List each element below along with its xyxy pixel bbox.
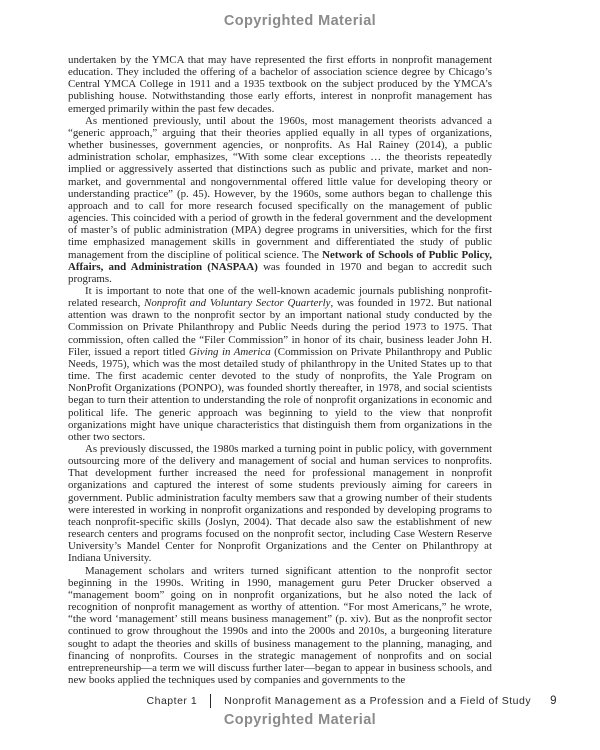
text-segment: was founded in 1970 and began to accredit such programs.: [68, 260, 492, 285]
text-segment: Giving in America: [188, 345, 271, 358]
chapter-title: Nonprofit Management as a Profession and a Field of Study: [224, 695, 532, 707]
paragraph: [68, 115, 492, 285]
text-segment: As mentioned previously, until about the 1960s, most management theorists advanced a “generic approach,” arguing that their theories applied equally in all types of organizations, whether businesses, government agencies, or nonprofits. As Hal Rainey (2014), a public administration scholar, emphasizes, “With some clear exceptions … the theorists repeatedly implied or aggressively asserted that distinctions such as public and private, market and non-market, and governmental and nongovernmental offered little value for developing theory or understanding practice” (p. 45). However, by the 1960s, some authors began to challenge this approach and to call for more research focused specifically on the management of public agencies. This coincided with a period of growth in the federal government and the development of master’s of public administration (MPA) degree programs in universities, which for the first time emphasized management skills in government and differentiated the study of public management from the discipline of political science. The: [68, 114, 492, 261]
top-watermark: Copyrighted Material: [223, 13, 377, 29]
text-segment: undertaken by the YMCA that may have represented the first efforts in nonprofit management education. They included the offering of a bachelor of association science degree by Chicago’s Central YMCA College in 1911 and a 1935 textbook on the subject produced by the YMCA’s publishing house. Notwithstanding those early efforts, interest in nonprofit management has emerged primarily within the past few decades.: [68, 54, 492, 115]
text-segment: It is important to note that one of the well-known academic journals publishing nonprofit-related research,: [68, 284, 492, 310]
text-segment: , was founded in 1972. But national attention was drawn to the nonprofit sector by an important national study conducted by the Commission on Private Philanthropy and Public Needs during the period 1973 to 1975. That commission, often called the “Filer Commission” in honor of its chair, business leader John H. Filer, issued a report titled: [68, 297, 492, 358]
bottom-watermark: Copyrighted Material: [223, 712, 377, 728]
paragraph: [68, 54, 492, 115]
chapter-label: Chapter 1: [146, 695, 198, 707]
paragraph: [68, 443, 492, 565]
text-segment: Nonprofit and Voluntary Sector Quarterly: [144, 297, 331, 310]
paragraph: [68, 565, 492, 687]
text-segment: (Commission on Private Philanthropy and Public Needs, 1975), which was the most detailed study of philanthropy in the United States up to that time. The first academic center devoted to the study of nonprofits, the Yale Program on NonProfit Organizations (PONPO), was founded shortly thereafter, in 1978, and social scientists began to turn their attention to understanding the role of nonprofit organizations in economic and political life. The generic approach was beginning to yield to the view that nonprofit organizations might have unique characteristics that distinguish them from organizations in the other two sectors.: [68, 345, 492, 443]
text-segment: Management scholars and writers turned significant attention to the nonprofit sector beginning in the 1990s. Writing in 1990, management guru Peter Drucker observed a “management boom” going on in nonprofit organizations, but he also noted the lack of recognition of nonprofit management as worthy of attention. “For most Americans,” he wrote, “the word ‘management’ still means business management” (p. xiv). But as the nonprofit sector continued to grow throughout the 1990s and into the 2000s and 2010s, a burgeoning literature sought to adapt the theories and skills of business management to the planning, managing, and financing of nonprofits. Courses in the strategic management of nonprofits and on social entrepreneurship—a term we will discuss further later—began to appear in business schools, and new books applied the techniques used by companies and governments to the: [68, 564, 492, 686]
text-segment: Network of Schools of Public Policy, Affairs, and Administration (NASPAA): [68, 248, 492, 273]
paragraph: [68, 285, 492, 443]
page-footer: [147, 694, 557, 708]
text-segment: As previously discussed, the 1980s marked a turning point in public policy, with government outsourcing more of the delivery and management of social and human services to nonprofits. That development further increased the need for professional management in nonprofit organizations and captured the interest of some students previously aiming for careers in government. Public administration faculty members saw that a growing number of their students were interested in working in nonprofit organizations and responded by developing programs to teach nonprofit-specific skills (Joslyn, 2004). That decade also saw the establishment of new research centers and programs focused on the nonprofit sector, including Case Western Reserve University’s Mandel Center for Nonprofit Organizations and the Center on Philanthropy at Indiana University.: [68, 443, 492, 565]
body-text: [68, 54, 492, 686]
footer-separator: [210, 694, 211, 708]
page-number: 9: [550, 695, 557, 707]
